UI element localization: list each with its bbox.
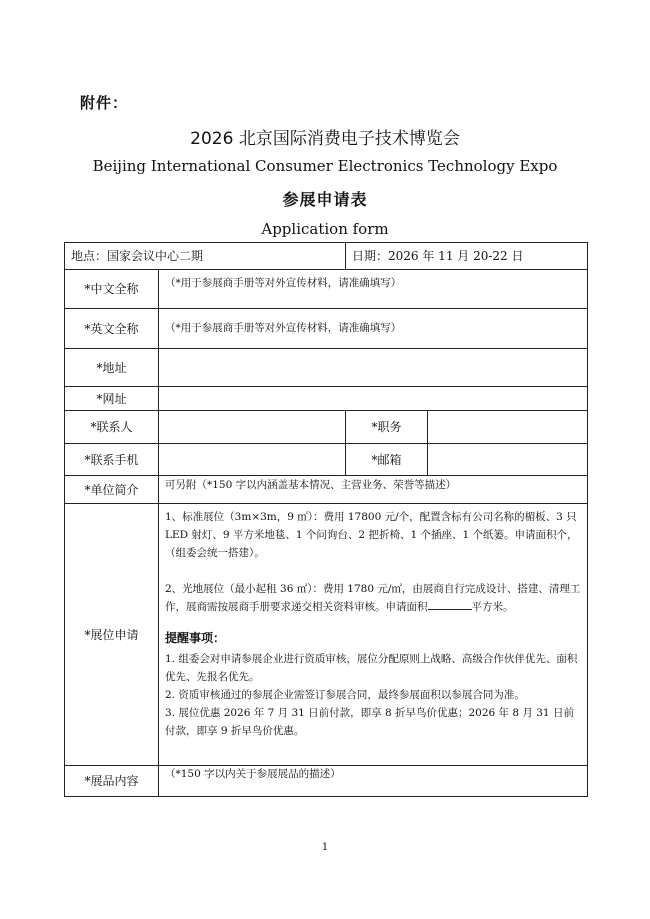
raw-space-text-a: 2、光地展位（最小起租 36 ㎡）：费用 1780 元/㎡，由展商自行完成设计、搭建、清理工作，展商需按展商手册要求递交相关资料审核。申请面积 — [165, 583, 581, 614]
address-label: *地址 — [65, 349, 159, 387]
exhibit-label: *展品内容 — [65, 766, 159, 797]
booth-label: *展位申请 — [65, 504, 159, 766]
raw-space-text-b: 平方米。 — [471, 601, 514, 614]
expo-title-cn: 2026 北京国际消费电子技术博览会 — [190, 129, 460, 149]
en-name-field[interactable] — [159, 309, 588, 349]
remind-item-1: 1. 组委会对申请参展企业进行资质审核，展位分配原则上战略、高级合作伙伴优先、面积优先、先报名优先。 — [165, 652, 578, 683]
remind-item-2: 2. 资质审核通过的参展企业需签订参展合同，最终参展面积以参展合同为准。 — [165, 688, 525, 701]
booth-standard-text: 1、标准展位（3m×3m，9 ㎡）：费用 17800 元/个，配置含标有公司名称的楣板、3 只 LED 射灯、9 平方米地毯、1 个问询台、2 把折椅、1 个插座、1 个纸篓。申请面积个，（组委会统一搭建）。 — [165, 511, 578, 560]
address-field[interactable] — [159, 349, 588, 387]
cn-name-field[interactable] — [159, 270, 588, 309]
booth-raw-space-text — [165, 580, 581, 616]
website-label: *网址 — [65, 387, 159, 411]
date-text: 日期：2026 年 11 月 20-22 日 — [352, 249, 524, 263]
exhibit-hint: （*150 字以内关于参展展品的描述） — [165, 768, 341, 780]
email-field[interactable] — [428, 444, 588, 476]
en-name-label: *英文全称 — [65, 309, 159, 349]
exhibit-field[interactable] — [159, 766, 588, 797]
remind-title: 提醒事项： — [165, 631, 226, 646]
date-cell — [346, 243, 588, 270]
contact-field[interactable] — [159, 411, 346, 444]
location-text: 地点：国家会议中心二期 — [71, 249, 204, 263]
cn-name-hint: （*用于参展商手册等对外宣传材料，请准确填写） — [165, 277, 402, 289]
location-cell — [65, 243, 346, 270]
phone-label: *联系手机 — [65, 444, 159, 476]
remind-item-3: 3. 展位优惠 2026 年 7 月 31 日前付款，即享 8 折早鸟价优惠；2026 年 8 月 31 日前付款，即享 9 折早鸟价优惠。 — [165, 707, 574, 738]
intro-field[interactable] — [159, 476, 588, 504]
expo-title-en: Beijing International Consumer Electronics Technology Expo — [92, 157, 558, 175]
attachment-label: 附件： — [80, 94, 129, 112]
en-name-hint: （*用于参展商手册等对外宣传材料，请准确填写） — [165, 322, 402, 334]
intro-label: *单位简介 — [65, 476, 159, 504]
position-label: *职务 — [346, 411, 428, 444]
website-field[interactable] — [159, 387, 588, 411]
position-field[interactable] — [428, 411, 588, 444]
email-label: *邮箱 — [346, 444, 428, 476]
booth-details — [159, 504, 588, 766]
form-title-cn: 参展申请表 — [282, 190, 368, 209]
area-input-line[interactable] — [428, 599, 472, 610]
page-number: 1 — [321, 842, 329, 853]
application-form-table — [64, 242, 588, 797]
form-title-en: Application form — [261, 220, 389, 238]
phone-field[interactable] — [159, 444, 346, 476]
contact-label: *联系人 — [65, 411, 159, 444]
cn-name-label: *中文全称 — [65, 270, 159, 309]
intro-hint: 可另附（*150 字以内涵盖基本情况、主营业务、荣誉等描述） — [165, 479, 457, 491]
